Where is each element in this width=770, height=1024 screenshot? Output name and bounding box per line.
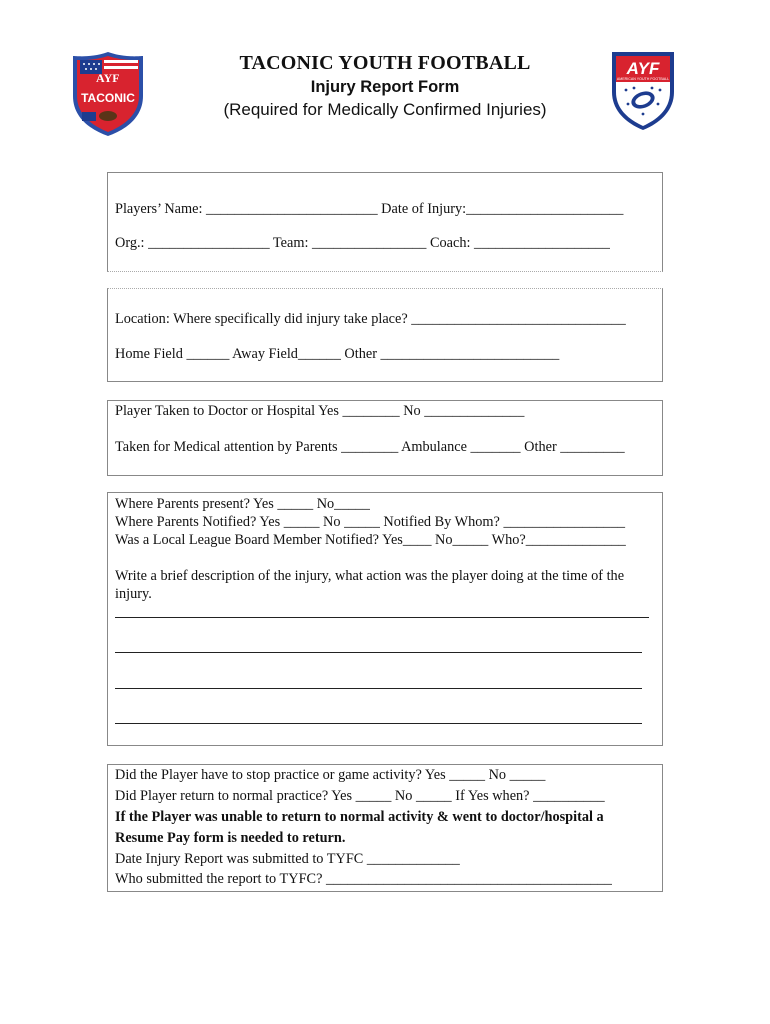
location-field[interactable]: Location: Where specifically did injury take place? ______________________________	[115, 311, 626, 327]
description-line-3[interactable]	[115, 688, 642, 689]
resume-pay-notice: If the Player was unable to return to normal activity & went to doctor/hospital a	[115, 809, 604, 825]
svg-text:TACONIC: TACONIC	[81, 91, 135, 105]
return-practice-field[interactable]: Did Player return to normal practice? Yes _____ No _____ If Yes when? __________	[115, 788, 605, 804]
form-subtitle: Injury Report Form	[310, 78, 460, 96]
ayf-shield-logo	[608, 48, 678, 132]
parents-present-field[interactable]: Where Parents present? Yes _____ No_____	[115, 496, 370, 512]
return-to-activity-section	[107, 764, 663, 892]
svg-text:AYF: AYF	[626, 59, 660, 78]
doctor-hospital-field[interactable]: Player Taken to Doctor or Hospital Yes ________ No ______________	[115, 403, 525, 419]
description-line-1[interactable]	[115, 617, 649, 618]
medical-attention-section	[107, 400, 663, 476]
location-section	[107, 288, 663, 382]
form-header	[0, 0, 770, 150]
stop-activity-field[interactable]: Did the Player have to stop practice or game activity? Yes _____ No _____	[115, 767, 546, 783]
description-line-2[interactable]	[115, 652, 642, 653]
parents-notified-field[interactable]: Where Parents Notified? Yes _____ No _____ Notified By Whom? _________________	[115, 514, 625, 530]
board-member-notified-field[interactable]: Was a Local League Board Member Notified? Yes____ No_____ Who?______________	[115, 532, 626, 548]
org-team-coach-field[interactable]: Org.: _________________ Team: ________________ Coach: ___________________	[115, 235, 610, 251]
description-line-4[interactable]	[115, 723, 642, 724]
report-submitted-by-field[interactable]: Who submitted the report to TYFC? ________________________________________	[115, 871, 612, 887]
player-name-and-date-field[interactable]: Players’ Name: ________________________ Date of Injury:______________________	[115, 201, 624, 217]
form-title: TACONIC YOUTH FOOTBALL	[239, 52, 531, 74]
svg-text:AYF: AYF	[96, 71, 120, 85]
player-info-section	[107, 172, 663, 272]
form-requirement-note: (Required for Medically Confirmed Injuries)	[223, 100, 547, 119]
description-prompt-continued: injury.	[115, 586, 152, 602]
resume-pay-notice-continued: Resume Pay form is needed to return.	[115, 830, 346, 846]
medical-transport-field[interactable]: Taken for Medical attention by Parents ________ Ambulance _______ Other _________	[115, 439, 625, 455]
report-submitted-date-field[interactable]: Date Injury Report was submitted to TYFC _____________	[115, 851, 460, 867]
svg-text:AMERICAN YOUTH FOOTBALL: AMERICAN YOUTH FOOTBALL	[616, 77, 670, 81]
field-type-field[interactable]: Home Field ______ Away Field______ Other _________________________	[115, 346, 560, 362]
notification-and-description-section	[107, 492, 663, 746]
description-prompt: Write a brief description of the injury, what action was the player doing at the time of the	[115, 568, 625, 584]
